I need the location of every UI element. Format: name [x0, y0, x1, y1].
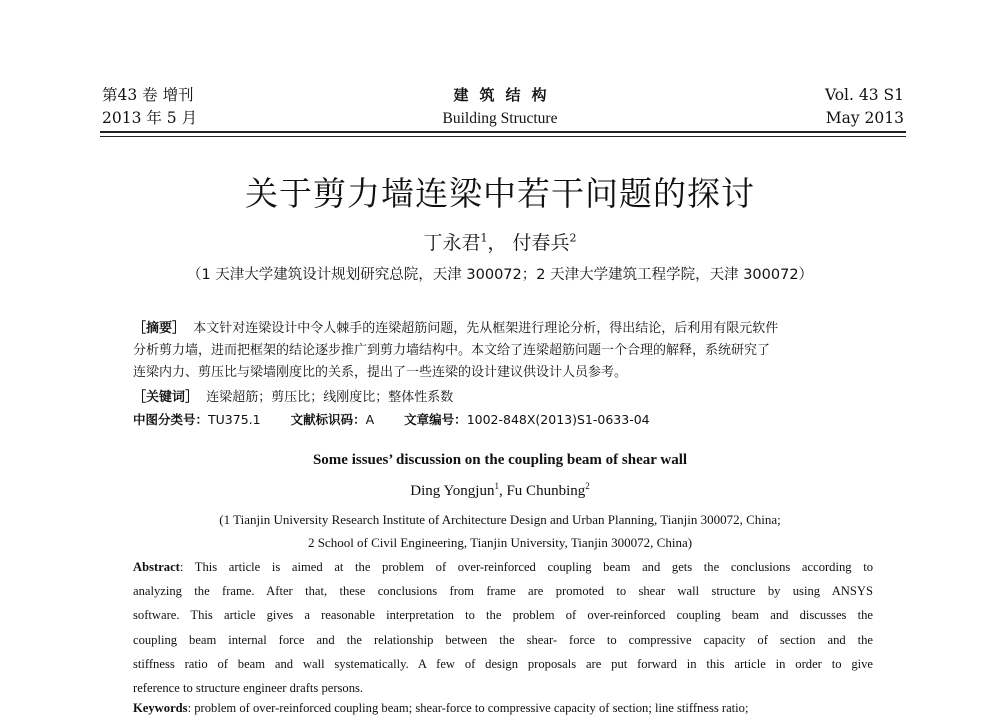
keywords-en: [133, 701, 873, 716]
clc-label: 中图分类号：: [133, 412, 209, 427]
abstract-en-line: stiffness ratio of beam and wall systematically. A few of design proposals are put forward in this article in order to give: [133, 656, 873, 671]
article-number-label: 文章编号：: [404, 412, 467, 427]
abstract-cn: [133, 318, 873, 384]
doc-code-value: A: [365, 412, 375, 427]
doc-code-label: 文献标识码：: [290, 412, 366, 427]
abstract-en-line: software. This article gives a reasonable interpretation to the problem of over-reinforced coupling beam and discusses the: [133, 608, 873, 623]
author-1-en: Ding Yongjun: [410, 483, 495, 499]
abstract-en-colon: :: [179, 560, 195, 574]
classification-line: [133, 410, 650, 428]
keywords-cn-text: 连梁超筋；剪压比；线刚度比；整体性系数: [206, 390, 454, 405]
abstract-cn-line: [133, 318, 873, 340]
clc-value: TU375.1: [208, 412, 261, 427]
abstract-en-label: Abstract: [133, 560, 180, 574]
header-rule-thin: [100, 136, 906, 137]
article-number-value: 1002-848X(2013)S1-0633-04: [466, 412, 650, 427]
paper-title-en: Some issues’ discussion on the coupling beam of shear wall: [312, 452, 688, 468]
affiliation-cn: （1 天津大学建筑设计规划研究总院，天津 300072；2 天津大学建筑工程学院，天津 300072）: [186, 267, 814, 283]
abstract-en-line: coupling beam internal force and the relationship between the shear- force to compressive capacity of section and the: [133, 632, 873, 647]
date-cn: 2013 年 5 月: [102, 109, 198, 127]
header-rule-thick: [100, 131, 906, 133]
author-en-separator: ,: [498, 483, 507, 499]
header-center: [430, 84, 570, 130]
abstract-en-text: This article is aimed at the problem of over-reinforced coupling beam and gets the conclusions according to: [194, 560, 873, 574]
affiliation-en-line-1: (1 Tianjin University Research Institute of Architecture Design and Urban Planning, Tianjin 300072, China;: [219, 512, 781, 527]
author-1-affil-mark: 1: [480, 231, 488, 245]
author-2-cn: 付春兵: [512, 232, 570, 254]
paper-title-cn: 关于剪力墙连梁中若干问题的探讨: [245, 174, 755, 213]
journal-name-cn: 建筑结构: [453, 86, 558, 104]
author-2-en-affil-mark: 2: [585, 481, 590, 491]
author-2-affil-mark: 2: [569, 231, 577, 245]
volume-issue-en: Vol. 43 S1: [824, 86, 904, 104]
authors-en: [0, 481, 1000, 500]
date-en: May 2013: [825, 109, 904, 127]
volume-issue-cn: 第43 卷 增刊: [102, 86, 194, 104]
abstract-cn-text: 本文针对连梁设计中令人棘手的连梁超筋问题，先从框架进行理论分析，得出结论，后利用有限元软件: [193, 321, 779, 336]
affiliation-en: [0, 508, 1000, 554]
keywords-en-colon: :: [187, 701, 195, 715]
author-1-cn: 丁永君: [423, 232, 481, 254]
keywords-cn: [133, 386, 453, 405]
keywords-en-label: Keywords: [133, 701, 188, 715]
author-separator: ，: [487, 232, 507, 254]
abstract-en-line: [133, 555, 873, 579]
abstract-cn-line: 分析剪力墙，进而把框架的结论逐步推广到剪力墙结构中。本文给了连梁超筋问题一个合理的解释，系统研究了: [133, 343, 771, 358]
abstract-cn-line: 连梁内力、剪压比与梁墙刚度比的关系，提出了一些连梁的设计建议供设计人员参考。: [133, 365, 628, 380]
journal-name-en: Building Structure: [442, 110, 558, 127]
abstract-en-line: analyzing the frame. After that, these conclusions from frame are promoted to shear wall structure by using ANSYS: [133, 584, 873, 599]
authors-cn: [0, 228, 1000, 255]
header-right: [825, 84, 904, 130]
keywords-en-text: problem of over-reinforced coupling beam; shear-force to compressive capacity of section; line stiffness ratio;: [194, 701, 749, 715]
keywords-cn-label: ［关键词］: [133, 390, 199, 405]
abstract-cn-label: ［摘要］: [133, 321, 186, 336]
author-2-en: Fu Chunbing: [506, 483, 586, 499]
header-left: [102, 84, 197, 130]
affiliation-en-line-2: 2 School of Civil Engineering, Tianjin University, Tianjin 300072, China): [307, 535, 693, 550]
abstract-en: [133, 555, 873, 700]
author-1-en-affil-mark: 1: [494, 481, 499, 491]
abstract-en-line: reference to structure engineer drafts persons.: [133, 681, 364, 696]
